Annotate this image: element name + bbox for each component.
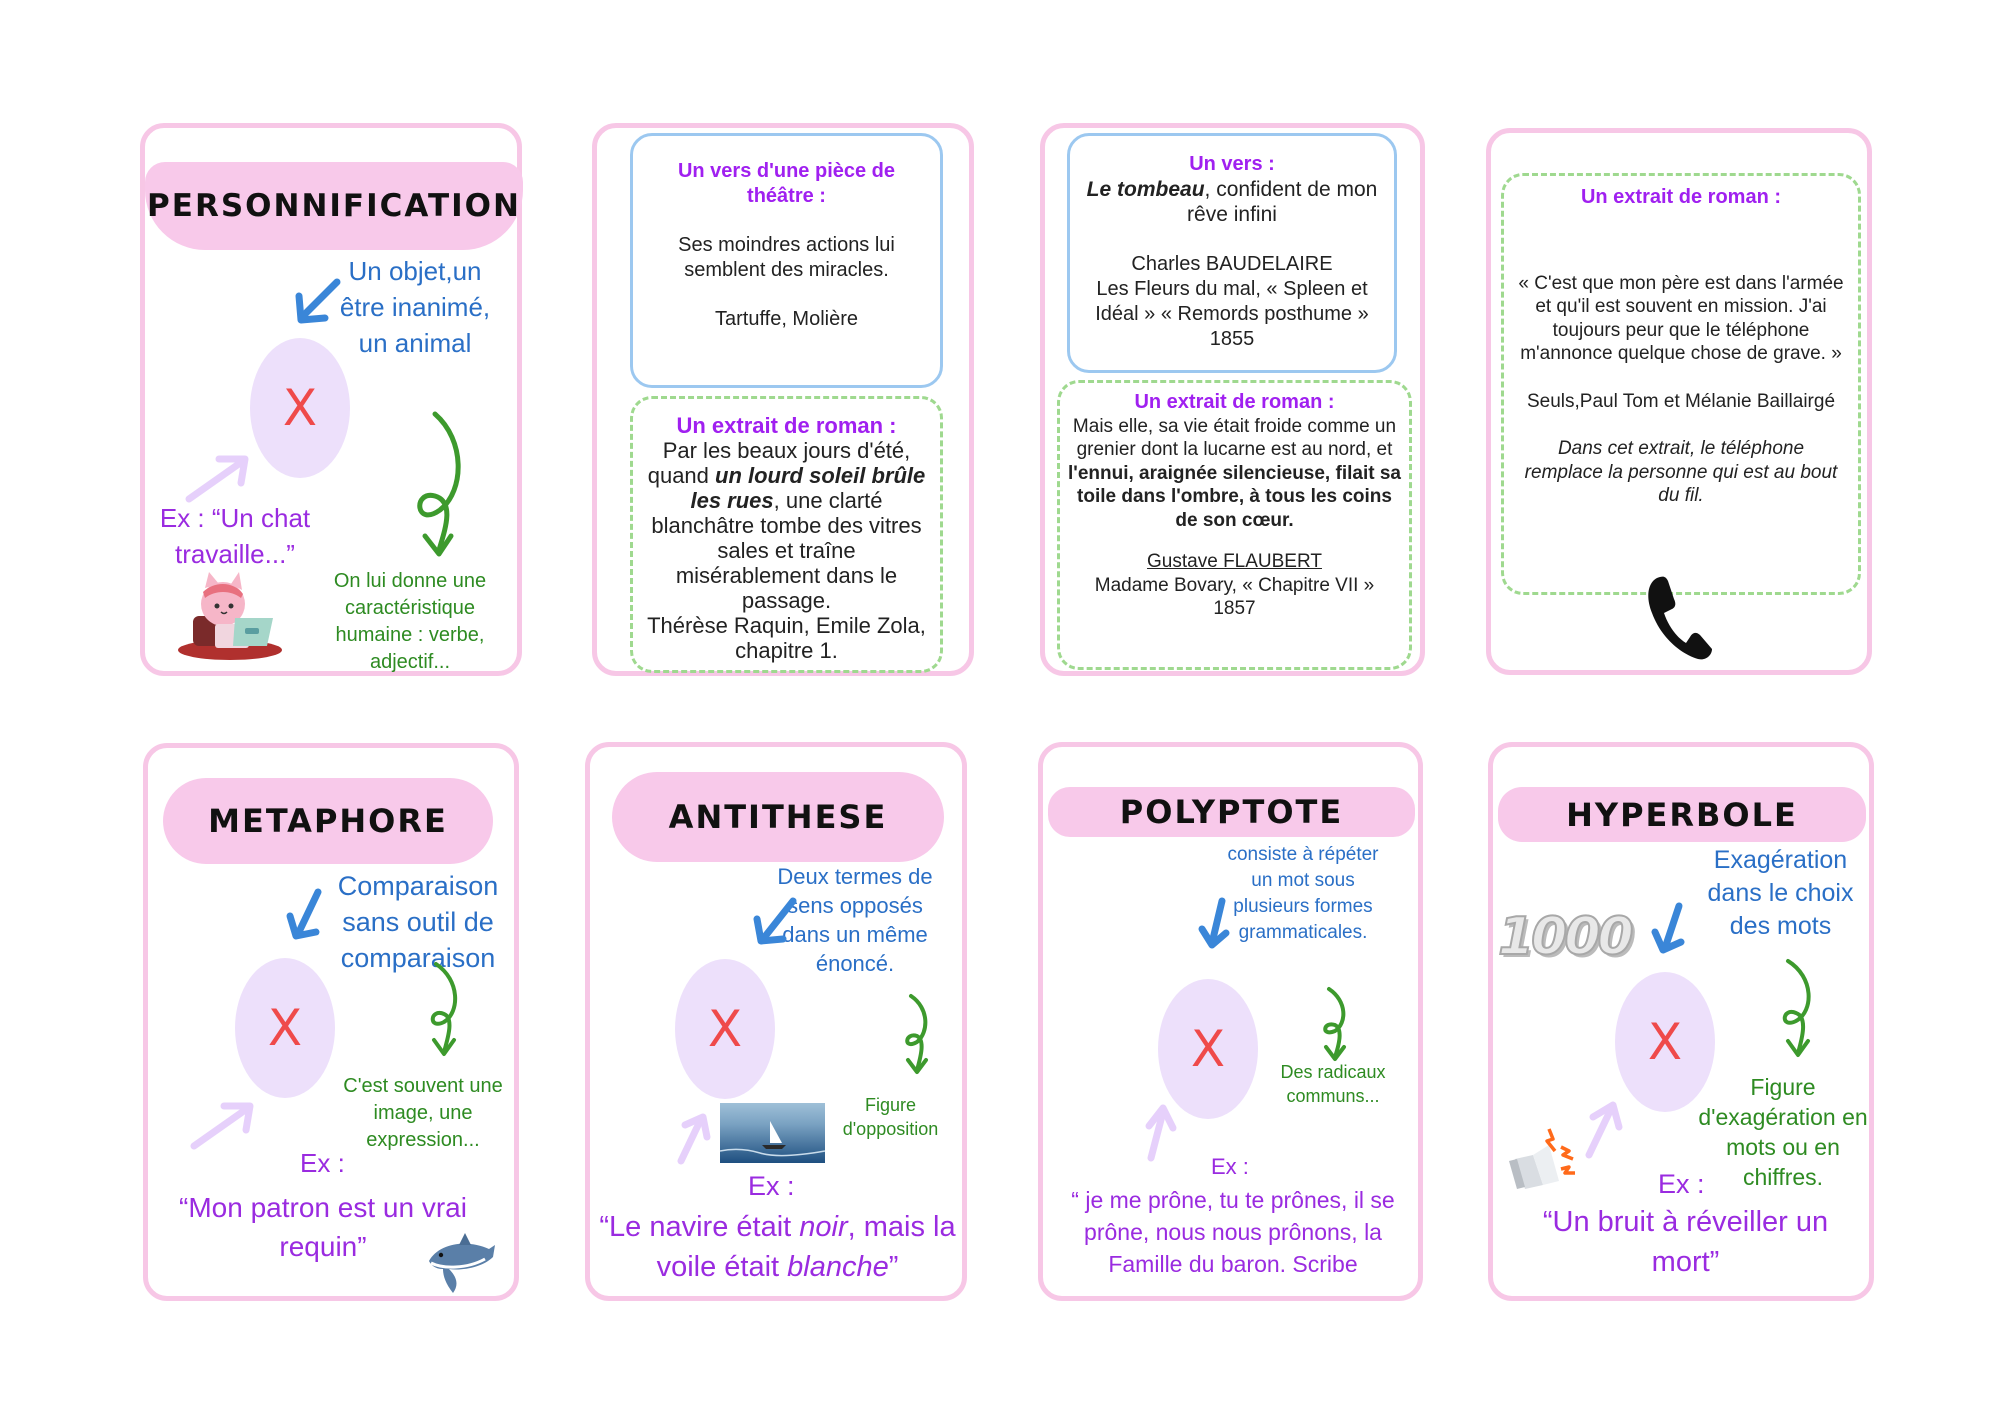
note-text: Des radicaux communs...: [1280, 1062, 1386, 1106]
quote-box-title: Un vers :: [1189, 153, 1275, 175]
quote-text-part: , une clarté blanchâtre tombe des vitres sales et traîne misérablement dans le passage.: [651, 488, 922, 613]
figure-marker: X: [1647, 1013, 1683, 1071]
arrow-down-icon: [1651, 902, 1686, 957]
quote-text: « C'est que mon père est dans l'armée et qu'il est souvent en mission. J'ai toujours peur que le téléphone m'annonce quelque chose de grave. »: [1518, 272, 1844, 364]
example-text-part: , mais la voile était: [656, 1211, 956, 1283]
quote-box-title: Un extrait de roman :: [1134, 391, 1335, 413]
card-example-seuls: [1486, 128, 1872, 675]
quote-emphasis: Le tombeau: [1086, 178, 1205, 201]
quote-work: Madame Bovary, « Chapitre VII »: [1094, 574, 1375, 596]
quote-emphasis: l'ennui, araignée silencieuse, filait sa toile dans l'ombre, à tous les coins de son cœur.: [1068, 462, 1401, 531]
quote-box-seuls: [1501, 173, 1861, 595]
example-text: “Mon patron est un vrai requin”: [179, 1192, 467, 1262]
card-hyperbole: [1488, 742, 1874, 1301]
card-title: [1048, 787, 1415, 837]
shark-icon: [423, 1231, 498, 1296]
example-label: Ex :: [748, 1171, 795, 1201]
quote-source: Seuls,Paul Tom et Mélanie Baillairgé: [1526, 390, 1836, 412]
figure-oval: [1158, 979, 1258, 1119]
definition-text: Comparaison sans outil de comparaison: [337, 871, 499, 973]
card-title-text: METAPHORE: [208, 802, 448, 840]
quote-text: [645, 438, 928, 613]
figure-marker: X: [282, 379, 318, 437]
quote-text-part: Mais elle, sa vie était froide comme un grenier dont la lucarne est au nord, et: [1072, 415, 1397, 460]
quote-line: Ses moindres actions lui semblent des miracles.: [678, 234, 895, 281]
arrow-up-right-icon: [190, 1100, 255, 1150]
definition-text: Deux termes de sens opposés dans un même énoncé.: [777, 864, 933, 976]
card-examples-flaubert: [1040, 123, 1425, 676]
telephone-icon: [1646, 573, 1716, 663]
quote-box-title: Un extrait de roman :: [1580, 186, 1782, 208]
arrow-up-icon: [1141, 1102, 1176, 1162]
card-title: [163, 778, 493, 864]
megaphone-icon: [1503, 1125, 1578, 1195]
quote-emphasis: un lourd soleil brûle les rues: [690, 463, 926, 513]
quote-box-title: Un extrait de roman :: [676, 413, 897, 438]
card-personnification: [140, 123, 522, 676]
note-text: Figure d'opposition: [842, 1095, 939, 1139]
arrow-up-right-icon: [1583, 1099, 1623, 1159]
quote-author: Charles BAUDELAIRE: [1131, 253, 1333, 275]
note-text: C'est souvent une image, une expression...: [343, 1075, 503, 1151]
card-polyptote: [1038, 742, 1423, 1301]
example-label: Ex :: [1658, 1169, 1705, 1199]
arrow-down-left-icon: [286, 888, 326, 943]
figure-marker: X: [707, 1000, 743, 1058]
example-emphasis: noir: [799, 1211, 848, 1243]
curly-arrow-icon: [1768, 957, 1823, 1062]
example-label: Ex :: [300, 1148, 345, 1178]
quote-source: Thérèse Raquin, Emile Zola, chapitre 1.: [647, 613, 926, 663]
arrow-down-left-icon: [293, 278, 343, 328]
figure-oval: [675, 959, 775, 1099]
cat-laptop-icon: [175, 568, 290, 663]
quote-author: Gustave FLAUBERT: [1147, 551, 1322, 572]
card-title: [145, 162, 523, 250]
quote-box-roman: [630, 396, 943, 673]
quote-text: [1080, 177, 1384, 227]
quote-box-baudelaire: [1067, 133, 1397, 373]
example-text: “ je me prône, tu te prônes, il se prône, nous nous prônons, la Famille du baron. Scribe: [1071, 1187, 1395, 1277]
note-text: On lui donne une caractéristique humaine : verbe, adjectif...: [333, 570, 487, 673]
card-title: [612, 772, 944, 862]
arrow-up-right-icon: [185, 453, 250, 503]
quote-work: Les Fleurs du mal, « Spleen et Idéal » « Remords posthume »: [1095, 278, 1369, 325]
example-emphasis: blanche: [787, 1251, 889, 1283]
card-title-text: POLYPTOTE: [1119, 793, 1344, 831]
curly-arrow-icon: [405, 410, 475, 560]
card-title-text: ANTITHESE: [668, 798, 888, 836]
quote-text-part: Par les beaux jours d'été, quand: [647, 438, 911, 488]
definition-text: consiste à répéter un mot sous plusieurs formes grammaticales.: [1227, 844, 1379, 943]
quote-comment: Dans cet extrait, le téléphone remplace la personne qui est au bout du fil.: [1524, 438, 1838, 506]
card-examples-zola: [592, 123, 974, 676]
definition-text: Exagération dans le choix des mots: [1707, 846, 1854, 940]
example-text-part: “Le navire était: [599, 1211, 800, 1243]
card-metaphore: [143, 743, 519, 1301]
example-text: Ex : “Un chat travaille...”: [159, 503, 311, 569]
quote-text-part: , confident de mon rêve infini: [1187, 178, 1378, 226]
card-title: [1498, 787, 1866, 842]
example-label: Ex :: [1211, 1154, 1249, 1179]
figure-marker: X: [1190, 1020, 1226, 1078]
quote-year: 1855: [1209, 328, 1255, 350]
figure-oval: [250, 338, 350, 478]
figure-oval: [235, 958, 335, 1098]
curly-arrow-icon: [418, 960, 468, 1060]
quote-box-title: Un vers d'une pièce de théâtre :: [677, 160, 896, 207]
card-title-text: PERSONNIFICATION: [147, 188, 521, 224]
note-text: Figure d'exagération en mots ou en chiffres.: [1698, 1074, 1868, 1190]
definition-text: Un objet,un être inanimé, un animal: [339, 256, 491, 358]
example-text: “Un bruit à réveiller un mort”: [1542, 1206, 1829, 1278]
curly-arrow-icon: [895, 992, 935, 1077]
arrow-up-right-icon: [675, 1111, 710, 1166]
quote-text: [1068, 415, 1401, 533]
card-antithese: [585, 742, 967, 1301]
quote-year: 1857: [1213, 598, 1256, 619]
arrow-down-icon: [1198, 897, 1233, 952]
quote-box-theatre: [630, 133, 943, 388]
quote-box-flaubert: [1057, 380, 1412, 670]
example-text: [595, 1207, 960, 1287]
badge-1000: 1000: [1498, 907, 1631, 967]
card-title-text: HYPERBOLE: [1566, 795, 1798, 834]
example-text-part: ”: [888, 1251, 899, 1283]
quote-source: Tartuffe, Molière: [714, 308, 859, 330]
sailboat-photo: [720, 1103, 825, 1163]
figure-marker: X: [267, 999, 303, 1057]
curly-arrow-icon: [1313, 985, 1353, 1065]
arrow-down-left-icon: [753, 897, 798, 947]
